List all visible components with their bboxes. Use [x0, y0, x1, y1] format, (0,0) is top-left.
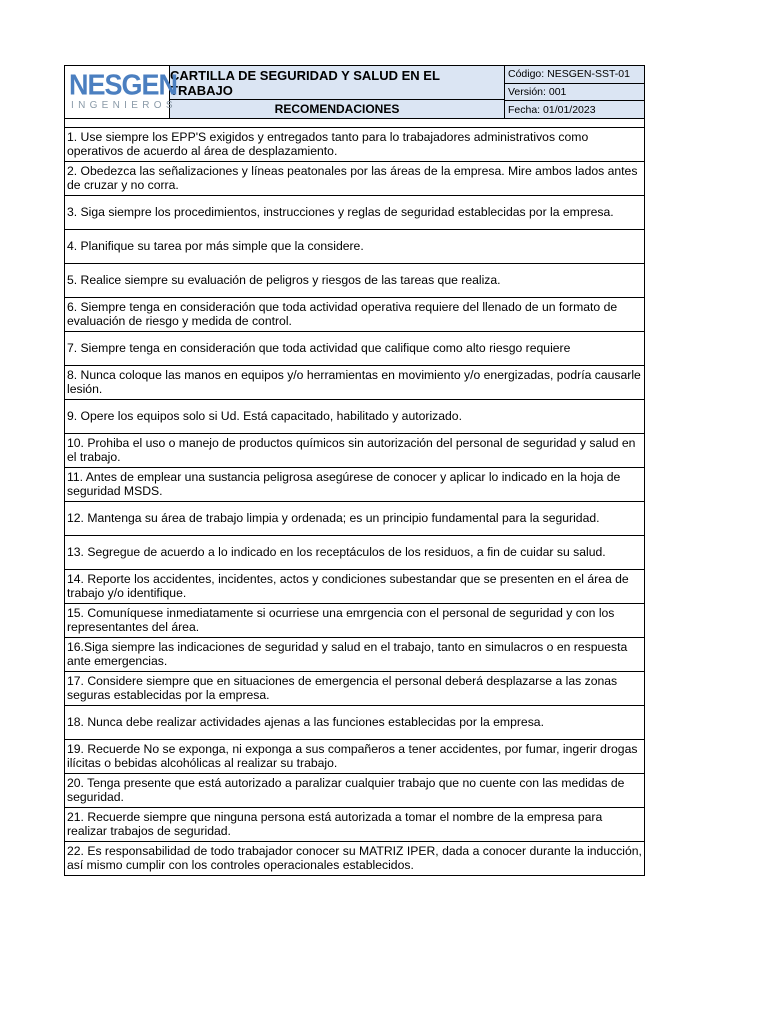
recommendation-item: 9. Opere los equipos solo si Ud. Está capacitado, habilitado y autorizado.	[65, 400, 644, 434]
header-table	[64, 65, 645, 119]
document-date: Fecha: 01/01/2023	[505, 101, 644, 118]
recommendation-item: 8. Nunca coloque las manos en equipos y/o herramientas en movimiento y/o energizadas, podría causarle lesión.	[65, 366, 644, 400]
document-subtitle: RECOMENDACIONES	[170, 100, 504, 118]
document-code: Código: NESGEN-SST-01	[505, 66, 644, 84]
recommendation-item: 20. Tenga presente que está autorizado a paralizar cualquier trabajo que no cuente con las medidas de seguridad.	[65, 774, 644, 808]
recommendations-list	[64, 127, 645, 876]
document-sheet	[64, 65, 645, 876]
recommendation-item: 6. Siempre tenga en consideración que toda actividad operativa requiere del llenado de un formato de evaluación de riesgo y medida de control.	[65, 298, 644, 332]
recommendation-item: 17. Considere siempre que en situaciones de emergencia el personal deberá desplazarse a las zonas seguras establecidas por la empresa.	[65, 672, 644, 706]
document-title: CARTILLA DE SEGURIDAD Y SALUD EN EL TRABAJO	[170, 66, 504, 100]
document-version: Versión: 001	[505, 84, 644, 102]
recommendation-item: 12. Mantenga su área de trabajo limpia y ordenada; es un principio fundamental para la seguridad.	[65, 502, 644, 536]
recommendation-item: 19. Recuerde No se exponga, ni exponga a sus compañeros a tener accidentes, por fumar, ingerir drogas ilícitas o bebidas alcohólicas al realizar su trabajo.	[65, 740, 644, 774]
recommendation-item: 18. Nunca debe realizar actividades ajenas a las funciones establecidas por la empresa.	[65, 706, 644, 740]
recommendation-item: 2. Obedezca las señalizaciones y líneas peatonales por las áreas de la empresa. Mire ambos lados antes de cruzar y no corra.	[65, 162, 644, 196]
header-titles	[170, 66, 505, 118]
spacer-row	[64, 119, 645, 127]
document-meta	[505, 66, 644, 118]
recommendation-item: 16.Siga siempre las indicaciones de seguridad y salud en el trabajo, tanto en simulacros o en respuesta ante emergencias.	[65, 638, 644, 672]
recommendation-item: 15. Comuníquese inmediatamente si ocurriese una emrgencia con el personal de seguridad y con los representantes del área.	[65, 604, 644, 638]
recommendation-item: 3. Siga siempre los procedimientos, instrucciones y reglas de seguridad establecidas por la empresa.	[65, 196, 644, 230]
recommendation-item: 13. Segregue de acuerdo a lo indicado en los receptáculos de los residuos, a fin de cuidar su salud.	[65, 536, 644, 570]
recommendation-item: 7. Siempre tenga en consideración que toda actividad que califique como alto riesgo requiere	[65, 332, 644, 366]
recommendation-item: 1. Use siempre los EPP'S exigidos y entregados tanto para lo trabajadores administrativos como operativos de acuerdo al área de desplazamiento.	[65, 128, 644, 162]
recommendation-item: 14. Reporte los accidentes, incidentes, actos y condiciones subestandar que se presenten en el área de trabajo y/o identifique.	[65, 570, 644, 604]
logo-subtext: INGENIEROS	[71, 100, 177, 111]
logo-wordmark: NESGEN	[69, 69, 178, 101]
recommendation-item: 5. Realice siempre su evaluación de peligros y riesgos de las tareas que realiza.	[65, 264, 644, 298]
company-logo	[65, 66, 178, 118]
recommendation-item: 22. Es responsabilidad de todo trabajador conocer su MATRIZ IPER, dada a conocer durante la inducción, así mismo cumplir con los controles operacionales establecidos.	[65, 842, 644, 876]
recommendation-item: 10. Prohiba el uso o manejo de productos químicos sin autorización del personal de seguridad y salud en el trabajo.	[65, 434, 644, 468]
recommendation-item: 11. Antes de emplear una sustancia peligrosa asegúrese de conocer y aplicar lo indicado en la hoja de seguridad MSDS.	[65, 468, 644, 502]
recommendation-item: 21. Recuerde siempre que ninguna persona está autorizada a tomar el nombre de la empresa para realizar trabajos de seguridad.	[65, 808, 644, 842]
recommendation-item: 4. Planifique su tarea por más simple que la considere.	[65, 230, 644, 264]
